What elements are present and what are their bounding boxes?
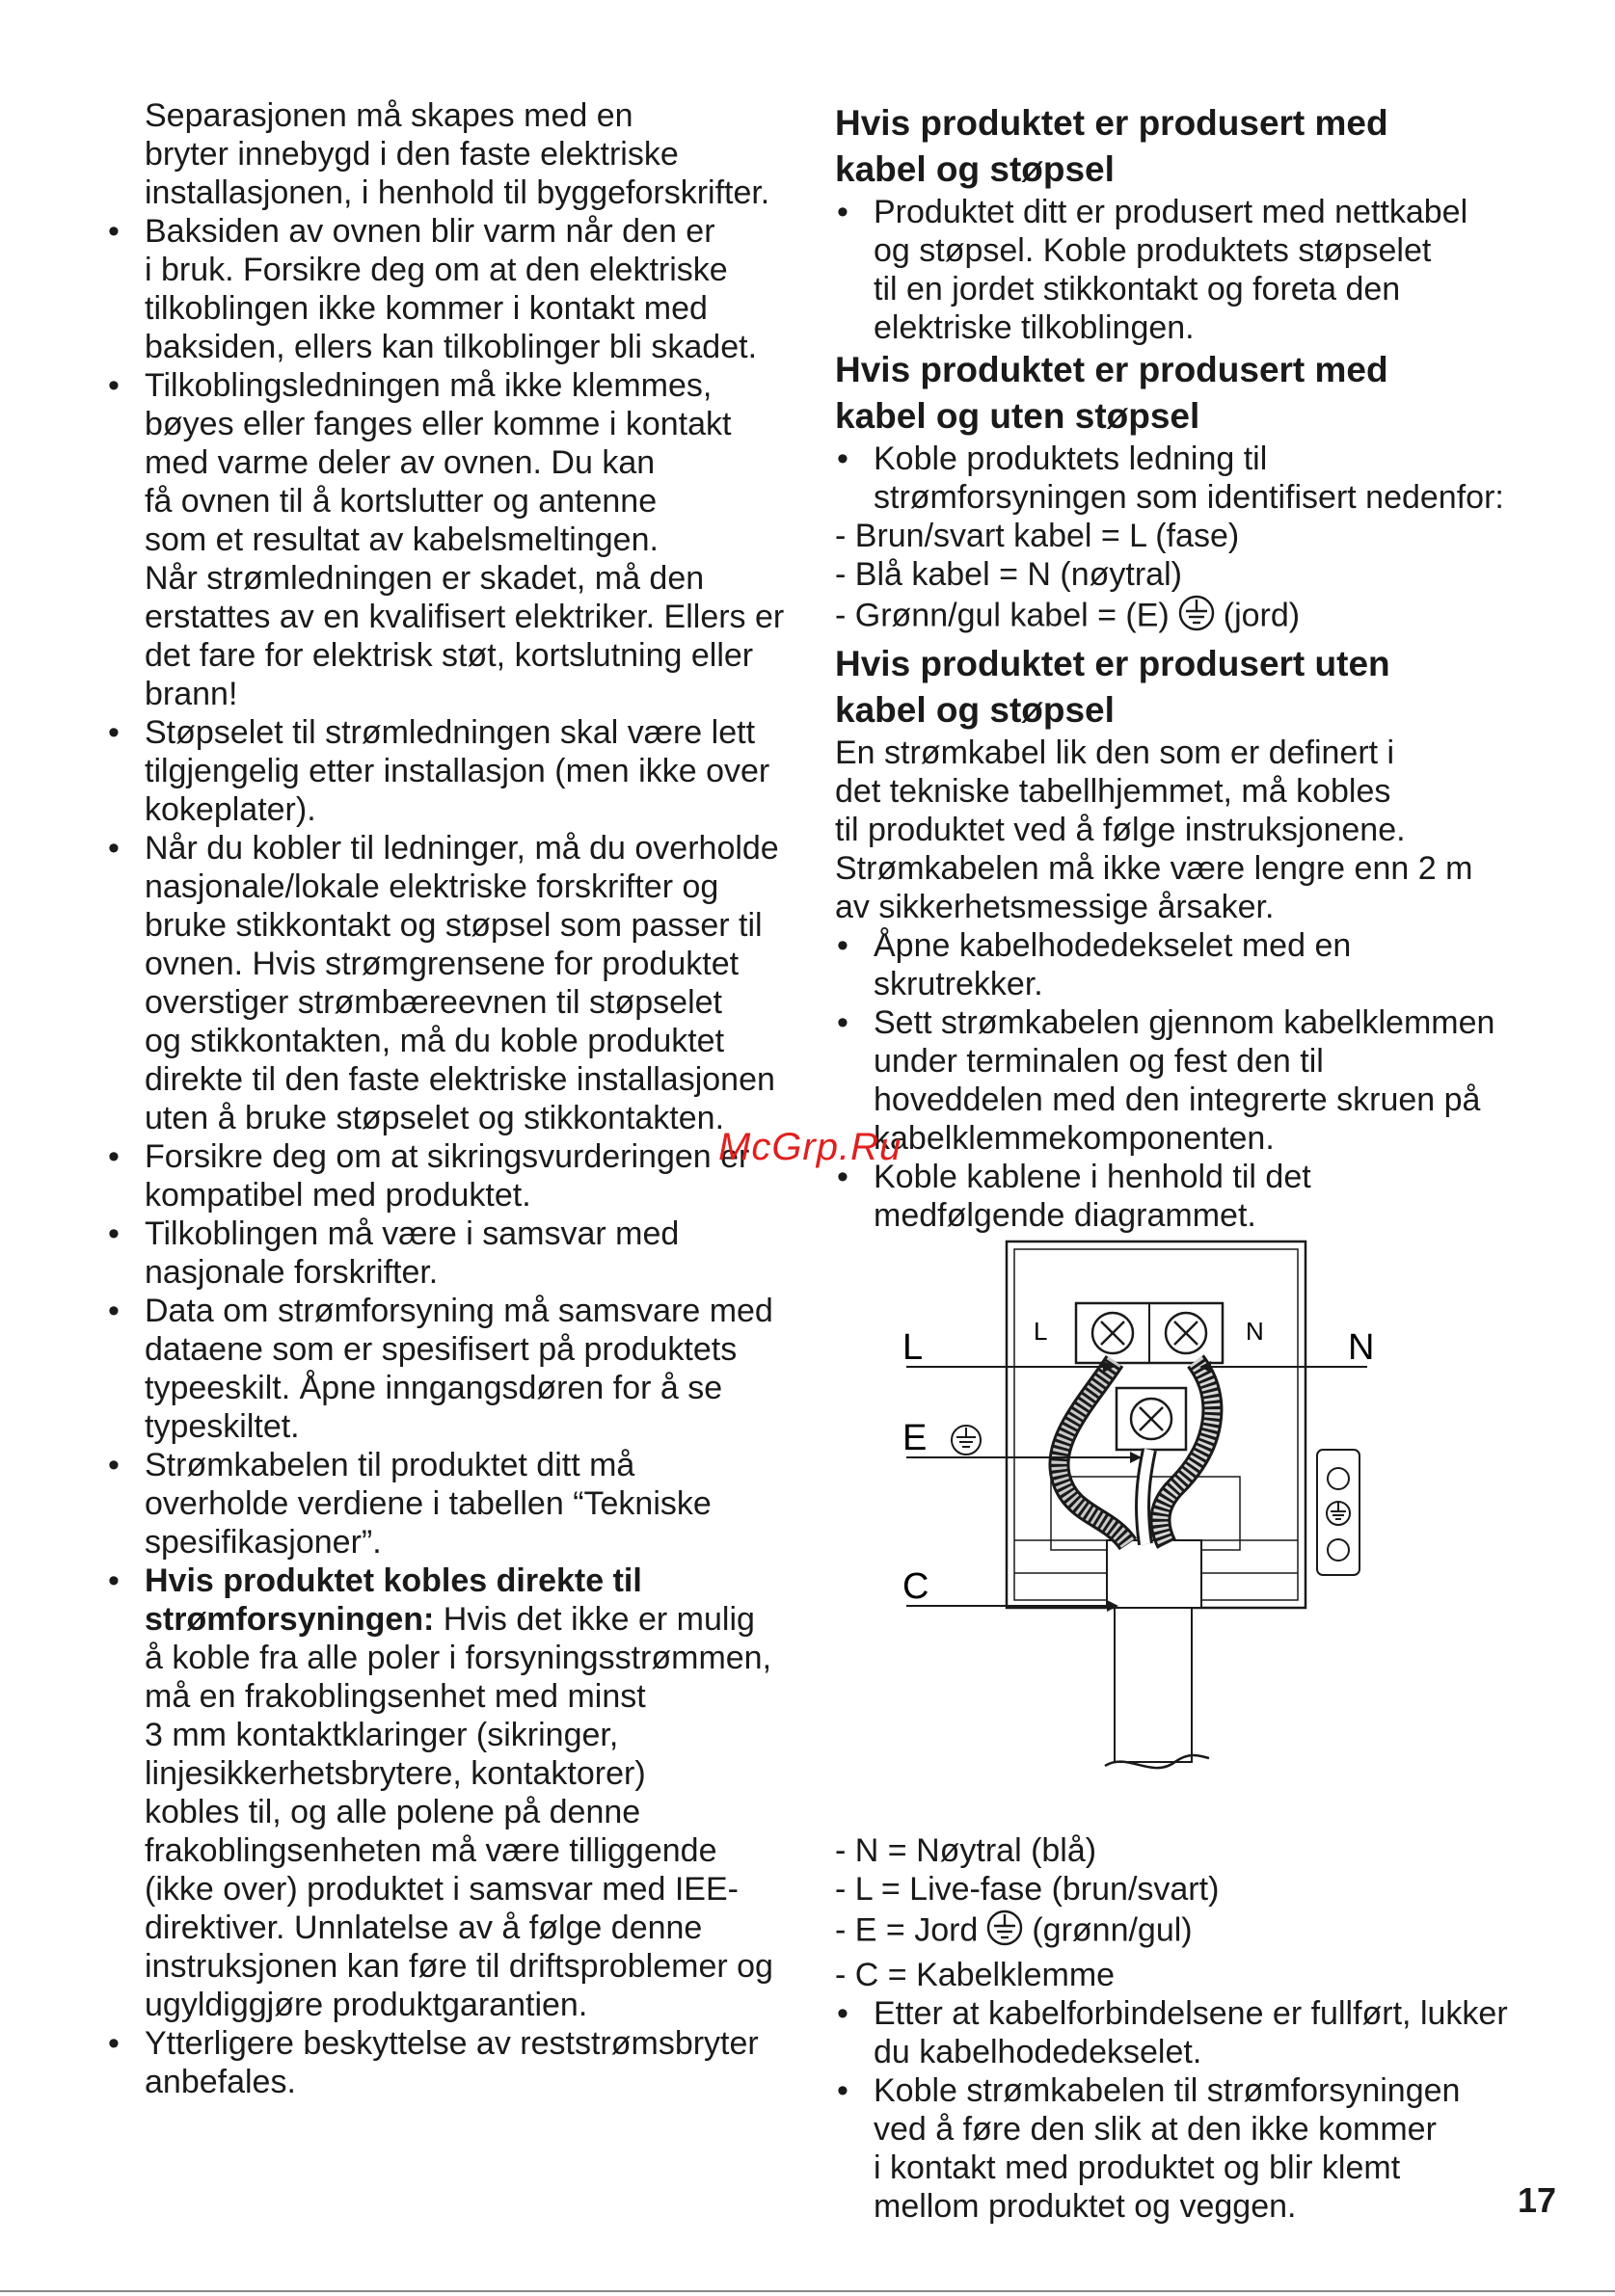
text-line: • Koble strømkabelen til strømforsyningen (874, 2072, 1461, 2109)
legend-section (835, 1831, 1529, 2226)
diagram-label-N: N (1348, 1327, 1375, 1368)
text-line: bryter innebygd i den faste elektriske (145, 136, 679, 173)
terminal-screw-icon (1092, 1313, 1133, 1353)
diagram-label-L: L (902, 1327, 924, 1368)
text-line: (ikke over) produktet i samsvar med IEE- (145, 1871, 739, 1908)
text-line: må en frakoblingsenhet med minst (145, 1678, 646, 1715)
text-line: • Forsikre deg om at sikringsvurderingen er (145, 1138, 750, 1175)
right-column (835, 100, 1529, 1235)
text-line: til produktet ved å følge instruksjonene. (835, 812, 1406, 848)
list-item (835, 1003, 1529, 1158)
diagram-label-E: E (902, 1418, 928, 1458)
intro-paragraph (106, 96, 791, 212)
list-item (835, 193, 1529, 347)
text-line: av sikkerhetsmessige årsaker. (835, 889, 1275, 925)
text-line: • Støpselet til strømledningen skal være lett (145, 714, 756, 751)
text-span: (jord) (1223, 597, 1301, 634)
ground-symbol-icon (985, 1909, 1024, 1956)
list-item (106, 212, 791, 366)
text-line: dataene som er spesifisert på produktets (145, 1331, 738, 1368)
text-line: baksiden, ellers kan tilkoblinger bli skadet. (145, 329, 758, 365)
text-line: • Når du kobler til ledninger, må du overholde (145, 830, 779, 867)
text-line: installasjonen, i henhold til byggeforskrifter. (145, 174, 770, 211)
text-line: spesifikasjoner”. (145, 1524, 382, 1561)
text-line: brann! (145, 676, 238, 712)
text-line: overholde verdiene i tabellen “Tekniske (145, 1485, 712, 1522)
section-heading: kabel og uten støpsel (835, 396, 1200, 436)
text-line: tilkoblingen ikke kommer i kontakt med (145, 290, 708, 327)
text-line: ovnen. Hvis strømgrensene for produktet (145, 946, 740, 982)
text-line: • Strømkabelen til produktet ditt må (145, 1447, 635, 1483)
text-line: anbefales. (145, 2064, 296, 2100)
text-line: elektriske tilkoblingen. (874, 309, 1195, 346)
text-line: og støpsel. Koble produktets støpselet (874, 232, 1432, 269)
bold-text: strømforsyningen: (145, 1601, 435, 1638)
list-item (106, 366, 791, 713)
section-heading: kabel og støpsel (835, 690, 1115, 730)
text-line: uten å bruke støpselet og stikkontakten. (145, 1100, 725, 1136)
text-line: direkte til den faste elektriske installasjonen (145, 1061, 775, 1098)
text-line: typeskiltet. (145, 1408, 300, 1445)
list-item (106, 713, 791, 829)
text-line: • Baksiden av ovnen blir varm når den er (145, 213, 715, 250)
dash-line: - Blå kabel = N (nøytral) (835, 556, 1182, 593)
bold-text: • Hvis produktet kobles direkte til (145, 1562, 642, 1599)
text-line: kokeplater). (145, 791, 316, 828)
text-line: strømforsyningen som identifisert nedenfor: (874, 479, 1504, 516)
list-item-direct-connection (106, 1562, 791, 2024)
list-item (106, 829, 791, 1137)
text-line: • Åpne kabelhodedekselet med en (874, 927, 1352, 964)
list-item (835, 1158, 1529, 1235)
text-line (145, 1600, 791, 1639)
text-line: • Tilkoblingen må være i samsvar med (145, 1215, 680, 1252)
text-line: bruke stikkontakt og støpsel som passer til (145, 907, 763, 944)
ground-symbol-icon (1177, 594, 1216, 641)
text-line: Separasjonen må skapes med en (145, 97, 633, 134)
text-line: å koble fra alle poler i forsyningsstrømmen, (145, 1640, 772, 1676)
text-line: erstattes av en kvalifisert elektriker. Ellers er (145, 599, 785, 635)
text-line: få ovnen til å kortslutter og antenne (145, 483, 658, 520)
text-line: linjesikkerhetsbrytere, kontaktorer) (145, 1755, 646, 1792)
clamp-bar (1107, 1540, 1201, 1608)
text-line: • Etter at kabelforbindelsene er fullført, lukker (874, 1995, 1508, 2032)
dash-line: - Brun/svart kabel = L (fase) (835, 518, 1240, 554)
text-span: (grønn/gul) (1032, 1911, 1193, 1949)
text-line: i kontakt med produktet og blir klemt (874, 2149, 1401, 2186)
text-line: Strømkabelen må ikke være lengre enn 2 m (835, 850, 1473, 887)
page-bottom-rule (0, 2290, 1615, 2292)
text-line: 3 mm kontaktklaringer (sikringer, (145, 1717, 619, 1753)
legend-line: - C = Kabelklemme (835, 1957, 1116, 1993)
list-item (106, 1292, 791, 1446)
text-line: kobles til, og alle polene på denne (145, 1794, 641, 1830)
text-line: du kabelhodedekselet. (874, 2034, 1202, 2070)
text-line: • Ytterligere beskyttelse av reststrømsbryter (145, 2025, 759, 2062)
legend-line: - N = Nøytral (blå) (835, 1832, 1097, 1869)
section-heading: Hvis produktet er produsert med (835, 350, 1388, 389)
text-line: • Tilkoblingsledningen må ikke klemmes, (145, 367, 713, 404)
section-heading: Hvis produktet er produsert med (835, 103, 1388, 143)
page-number: 17 (1518, 2180, 1557, 2220)
legend-line-earth (835, 1909, 1529, 1956)
text-line: direktiver. Unnlatelse av å følge denne (145, 1909, 703, 1946)
section-heading: Hvis produktet er produsert uten (835, 644, 1390, 683)
terminal-label-N: N (1246, 1317, 1264, 1346)
legend-line: - L = Live-fase (brun/svart) (835, 1871, 1220, 1908)
dash-line-ground (835, 594, 1529, 641)
label-ground-icon (952, 1426, 981, 1455)
list-item (106, 1446, 791, 1562)
text-span: Hvis det ikke er mulig (434, 1601, 755, 1638)
text-line: typeeskilt. Åpne inngangsdøren for å se (145, 1370, 723, 1406)
terminal-label-L: L (1034, 1317, 1048, 1346)
text-line: nasjonale forskrifter. (145, 1254, 439, 1291)
text-line: skrutrekker. (874, 966, 1043, 1002)
list-item (835, 2071, 1529, 2226)
text-line: under terminalen og fest den til (874, 1043, 1324, 1080)
text-line: nasjonale/lokale elektriske forskrifter og (145, 868, 719, 905)
text-line: En strømkabel lik den som er definert i (835, 734, 1395, 771)
text-line: overstiger strømbæreevnen til støpselet (145, 984, 722, 1021)
text-line: • Data om strømforsyning må samsvare med (145, 1293, 773, 1329)
text-line: medfølgende diagrammet. (874, 1197, 1256, 1234)
list-item (106, 2024, 791, 2101)
text-line: • Koble kablene i henhold til det (874, 1159, 1311, 1195)
text-line: Når strømledningen er skadet, må den (145, 560, 705, 597)
watermark: McGrp.Ru (718, 1126, 902, 1168)
text-line: til en jordet stikkontakt og foreta den (874, 271, 1401, 307)
text-line: mellom produktet og veggen. (874, 2188, 1297, 2225)
text-line: og stikkontakten, må du koble produktet (145, 1023, 725, 1059)
text-line: ved å føre den slik at den ikke kommer (874, 2111, 1437, 2148)
earth-screw-icon (1131, 1399, 1171, 1439)
list-item (835, 926, 1529, 1003)
list-item (835, 440, 1529, 517)
text-line: hoveddelen med den integrerte skruen på (874, 1081, 1481, 1118)
list-item (106, 1137, 791, 1215)
text-line: • Sett strømkabelen gjennom kabelklemmen (874, 1004, 1495, 1041)
text-span: - Grønn/gul kabel = (E) (835, 597, 1170, 634)
text-line: bøyes eller fanges eller komme i kontakt (145, 406, 732, 442)
power-cable (1115, 1608, 1192, 1762)
text-line: • Produktet ditt er produsert med nettkabel (874, 194, 1468, 230)
text-line: det tekniske tabellhjemmet, må kobles (835, 773, 1391, 810)
text-line: det fare for elektrisk støt, kortslutning eller (145, 637, 754, 674)
section-heading: kabel og støpsel (835, 149, 1115, 189)
text-line: i bruk. Forsikre deg om at den elektriske (145, 252, 728, 288)
text-line: ugyldiggjøre produktgarantien. (145, 1987, 588, 2023)
text-line: kompatibel med produktet. (145, 1177, 531, 1214)
left-column (106, 96, 791, 2101)
text-line: med varme deler av ovnen. Du kan (145, 444, 656, 481)
text-line: instruksjonen kan føre til driftsproblemer og (145, 1948, 773, 1985)
terminal-screw-icon (1166, 1313, 1206, 1353)
list-item (106, 1215, 791, 1292)
text-line: • Koble produktets ledning til (874, 441, 1268, 477)
text-line: tilgjengelig etter installasjon (men ikke over (145, 753, 770, 789)
list-item (835, 1994, 1529, 2071)
text-line: som et resultat av kabelsmeltingen. (145, 521, 659, 558)
diagram-label-C: C (902, 1566, 929, 1607)
text-line: kabelklemmekomponenten. (874, 1120, 1275, 1157)
text-line: frakoblingsenheten må være tilliggende (145, 1832, 717, 1869)
wiring-diagram-svg (887, 1226, 1408, 1804)
text-span: - E = Jord (835, 1911, 979, 1949)
wiring-diagram (887, 1226, 1408, 1809)
